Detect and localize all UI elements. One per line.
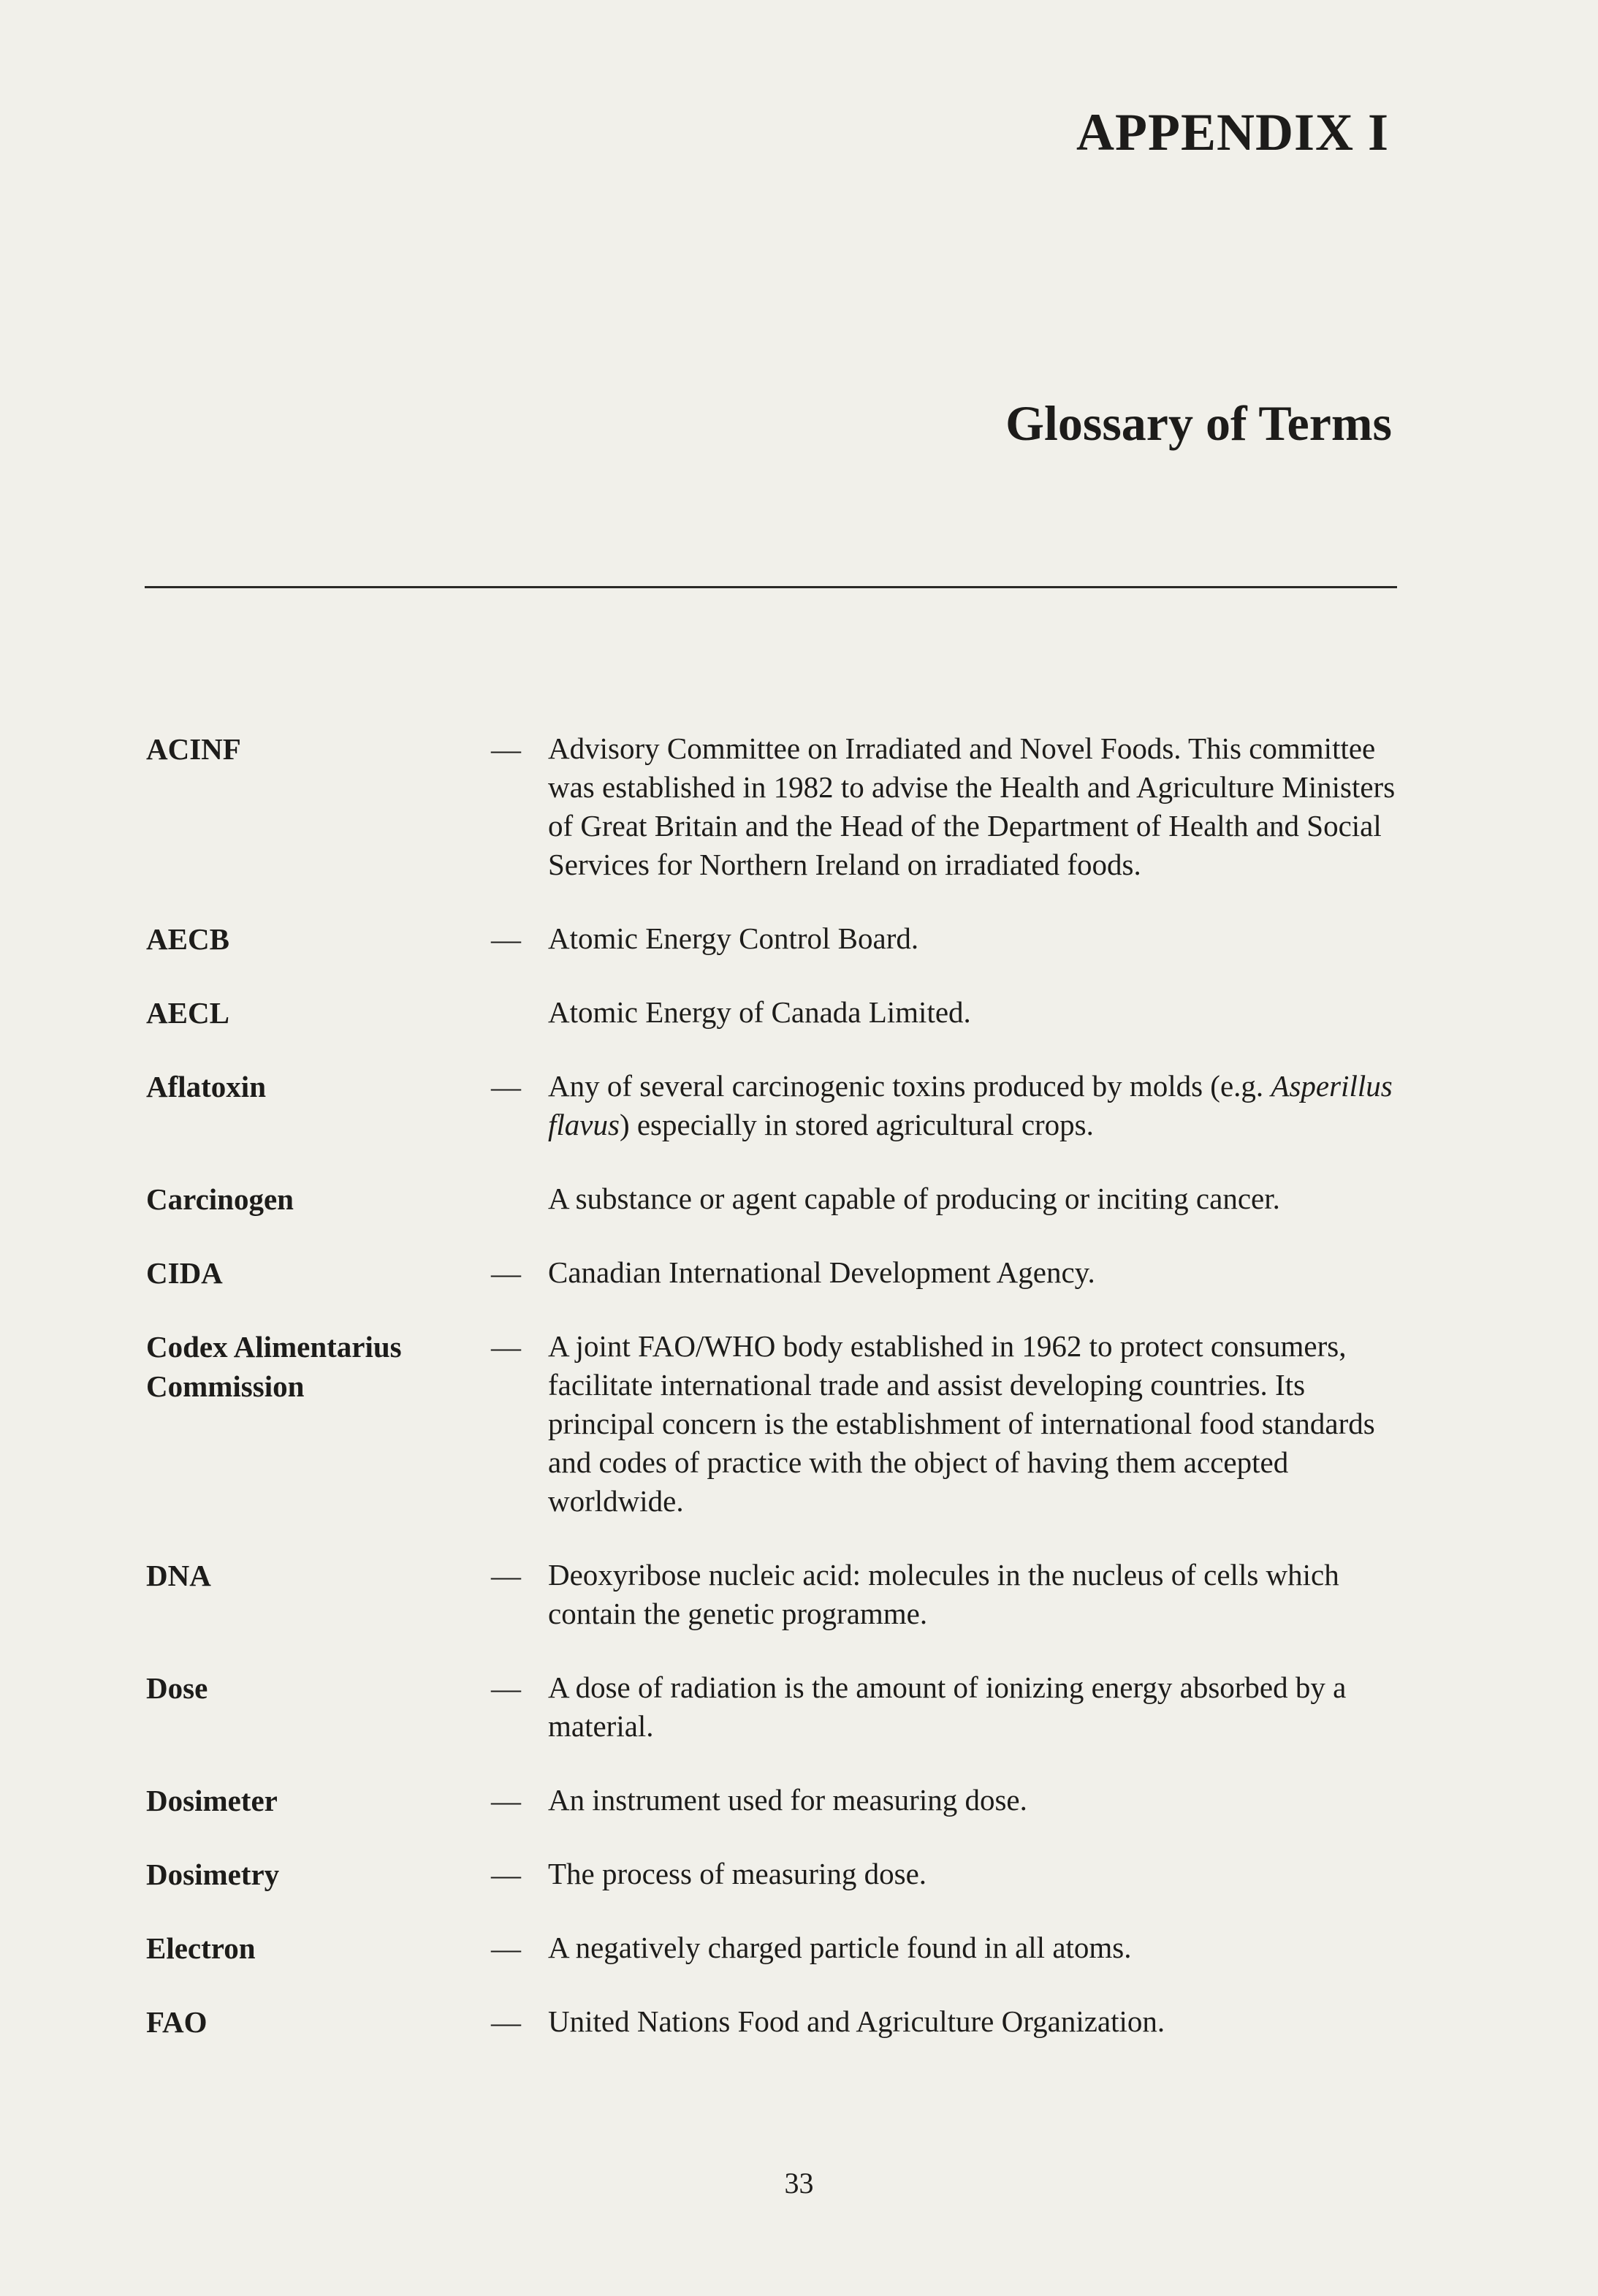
glossary-term: CIDA [146, 1256, 223, 1290]
glossary-dash: — [491, 2005, 521, 2039]
glossary-term: FAO [146, 2005, 208, 2039]
definition-text: Any of several carcinogenic toxins produced by molds (e.g. [548, 1069, 1264, 1103]
glossary-term: Carcinogen [146, 1182, 294, 1216]
glossary-term: Aflatoxin [146, 1070, 266, 1103]
glossary-entry-acinf [146, 729, 1403, 884]
glossary-entry-codex [146, 1327, 1403, 1521]
glossary-definition [548, 1067, 1403, 1144]
glossary-dash: — [491, 732, 521, 766]
appendix-heading: APPENDIX I [1076, 103, 1389, 161]
glossary-dash: — [491, 1858, 521, 1891]
glossary-dash: — [491, 1070, 521, 1103]
glossary-title: Glossary of Terms [1005, 395, 1392, 451]
glossary-definition: An instrument used for measuring dose. [548, 1783, 1027, 1817]
horizontal-rule [145, 586, 1397, 588]
glossary-entry-dosimetry [146, 1855, 1403, 1893]
glossary-entry-aecb [146, 919, 1403, 958]
glossary-entry-cida [146, 1253, 1403, 1292]
glossary-term: Codex Alimentarius Commission [146, 1330, 402, 1403]
glossary-dash: — [491, 1256, 521, 1290]
glossary-definition: The process of measuring dose. [548, 1857, 927, 1890]
glossary-definition: Advisory Committee on Irradiated and Novel Foods. This committee was established in 1982 to advise the Health and Agriculture Ministers of Great Britain and the Head of the Department of Health and Social Services for Northern Ireland on irradiated foods. [548, 731, 1396, 881]
glossary-entry-dna [146, 1556, 1403, 1633]
glossary-definition: Atomic Energy of Canada Limited. [548, 995, 971, 1029]
species-name: Asperillus flavus [548, 1069, 1393, 1141]
glossary-definition: Atomic Energy Control Board. [548, 921, 919, 955]
page-number: 33 [784, 2167, 814, 2200]
glossary-dash: — [491, 1671, 521, 1705]
glossary-definition: A negatively charged particle found in all atoms. [548, 1931, 1132, 1964]
glossary-definition: A dose of radiation is the amount of ionizing energy absorbed by a material. [548, 1670, 1347, 1743]
glossary-definition: United Nations Food and Agriculture Organization. [548, 2004, 1165, 2038]
definition-text: ) especially in stored agricultural crops. [619, 1108, 1094, 1141]
glossary-definition: Deoxyribose nucleic acid: molecules in the nucleus of cells which contain the genetic programme. [548, 1558, 1339, 1630]
glossary-term: AECB [146, 922, 229, 956]
glossary-term: Dosimetry [146, 1858, 280, 1891]
glossary-dash: — [491, 1931, 521, 1965]
glossary-dash: — [491, 922, 521, 956]
glossary-definition: A joint FAO/WHO body established in 1962 to protect consumers, facilitate international trade and assist developing countries. Its principal concern is the establishment of international food standards and codes of practice with the object of having them accepted worldwide. [548, 1329, 1375, 1518]
glossary-list [146, 729, 1403, 2041]
glossary-term: Electron [146, 1931, 256, 1965]
glossary-entry-aecl [146, 993, 1403, 1032]
glossary-term: DNA [146, 1559, 211, 1592]
glossary-term: Dose [146, 1671, 208, 1705]
glossary-definition: Canadian International Development Agency. [548, 1255, 1095, 1289]
glossary-term: AECL [146, 996, 229, 1030]
glossary-entry-dose [146, 1668, 1403, 1746]
glossary-definition: A substance or agent capable of producing or inciting cancer. [548, 1182, 1280, 1215]
glossary-term: ACINF [146, 732, 241, 766]
glossary-entry-fao [146, 2002, 1403, 2041]
glossary-entry-carcinogen [146, 1179, 1403, 1218]
glossary-entry-dosimeter [146, 1781, 1403, 1820]
glossary-dash: — [491, 1330, 521, 1364]
glossary-entry-electron [146, 1928, 1403, 1967]
glossary-term: Dosimeter [146, 1784, 278, 1817]
glossary-dash: — [491, 1784, 521, 1817]
glossary-entry-aflatoxin [146, 1067, 1403, 1144]
glossary-dash: — [491, 1559, 521, 1592]
